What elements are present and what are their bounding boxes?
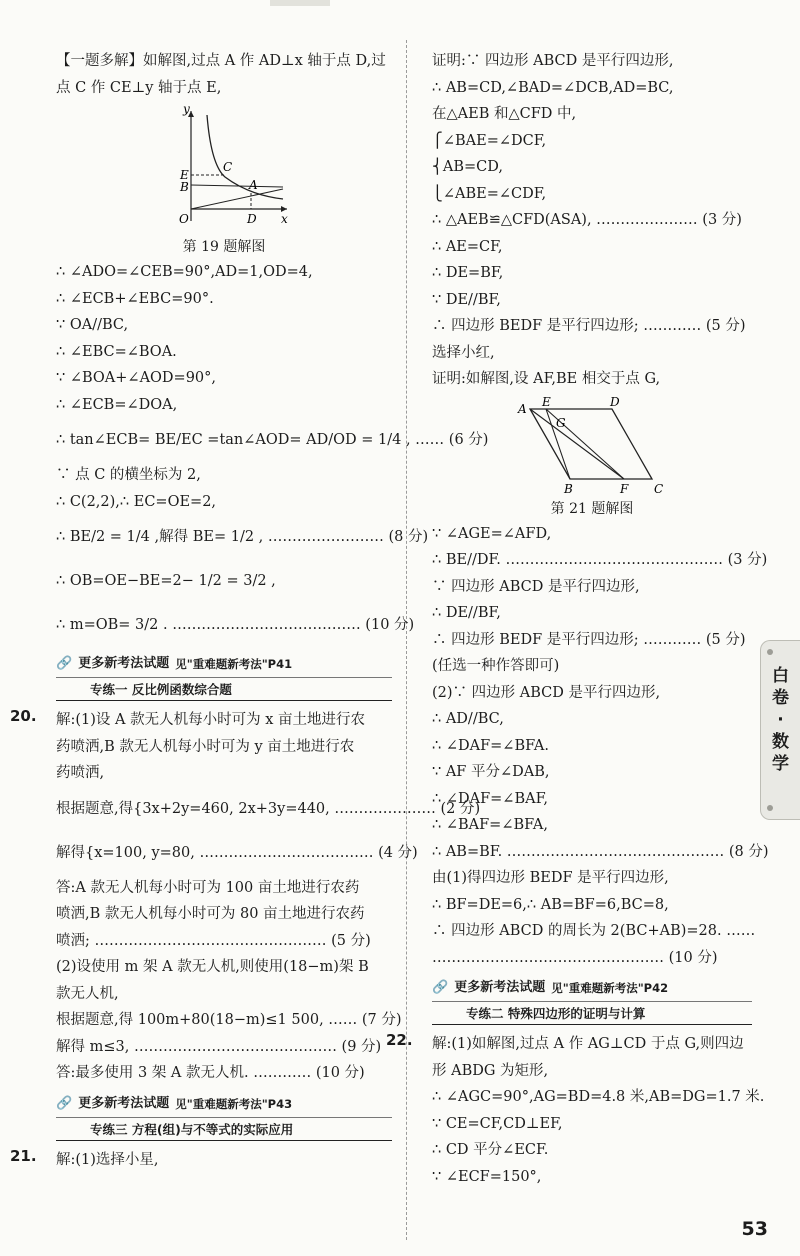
more-questions-banner (56, 653, 392, 675)
text-line: 证明:如解图,设 AF,BE 相交于点 G, (432, 371, 661, 387)
text-line: ⎨AB=CD, (432, 159, 503, 175)
more-questions-banner (56, 1093, 392, 1115)
text-line: 解:(1)设 A 款无人机每小时可为 x 亩土地进行农 (56, 712, 366, 728)
tab-dot-icon (767, 805, 773, 811)
text-line: ∵ ∠BOA+∠AOD=90°, (56, 370, 217, 386)
text-line: ∵ 四边形 ABCD 是平行四边形, (432, 578, 640, 595)
link-icon: 🔗 (56, 656, 73, 671)
link-icon: 🔗 (432, 980, 449, 995)
fig21-label-e: E (542, 396, 551, 409)
equation-line: 根据题意,得{3x+2y=460, 2x+3y=440, ………………… (2 分) (56, 800, 481, 817)
text-line: (2)设使用 m 架 A 款无人机,则使用(18−m)架 B (56, 959, 369, 975)
section-header: 专练三 方程(组)与不等式的实际应用 (56, 1117, 392, 1141)
text-line: ∴ 四边形 ABCD 的周长为 2(BC+AB)=28. …… (432, 923, 756, 939)
tab-dot-icon (767, 649, 773, 655)
text-line: 在△AEB 和△CFD 中, (432, 106, 577, 122)
fig21-label-f: F (620, 481, 629, 496)
banner-title: 更多新考法试题 (454, 980, 546, 995)
equation-line: ∴ m=OB= 3/2 . ………………………………… (10 分) (56, 617, 415, 633)
text-line: 证明:∵ 四边形 ABCD 是平行四边形, (432, 53, 674, 69)
text-line: ∴ ∠DAF=∠BFA. (432, 737, 549, 754)
text-line: ∵ DE//BF, (432, 291, 501, 308)
text-line: 形 ABDG 为矩形, (432, 1062, 549, 1079)
figure-caption: 第 19 题解图 (182, 239, 266, 255)
text-line: ∴ ∠ADO=∠CEB=90°,AD=1,OD=4, (56, 264, 313, 280)
text-line: ∵ 点 C 的横坐标为 2, (56, 467, 201, 483)
text-line: 药喷洒, (56, 765, 105, 781)
text-line: 喷洒,B 款无人机每小时可为 80 亩土地进行农药 (56, 906, 365, 922)
banner-title: 更多新考法试题 (78, 1095, 170, 1111)
text-line: ∴ BE//DF. ……………………………………… (3 分) (432, 552, 768, 568)
text-line: ∴ ∠DAF=∠BAF, (432, 790, 548, 807)
question-21 (10, 1146, 392, 1174)
text-line: ⎧∠BAE=∠DCF, (432, 132, 547, 149)
scan-mark (270, 0, 330, 6)
fig19-label-c: C (223, 160, 233, 174)
fig21-label-c: C (654, 481, 664, 496)
text-line: ∴ ∠BAF=∠BFA, (432, 817, 549, 833)
fig21-label-d: D (610, 396, 620, 409)
text-line: 答:最多使用 3 架 A 款无人机. ………… (10 分) (56, 1065, 365, 1081)
figure-caption: 第 21 题解图 (550, 500, 634, 517)
fig19-label-e: E (180, 168, 189, 182)
text-line: 解:(1)选择小星, (56, 1151, 159, 1168)
fig21-label-a: A (518, 401, 527, 416)
question-number: 22. (386, 1031, 413, 1049)
text-line: 选择小红, (432, 344, 495, 361)
column-divider (406, 40, 407, 1240)
more-questions-banner (432, 977, 752, 999)
text-line: ………………………………………… (10 分) (432, 949, 718, 966)
text-line: ∵ ∠AGE=∠AFD, (432, 525, 552, 542)
question-22 (386, 1031, 752, 1058)
text-line: 根据题意,得 100m+80(18−m)≤1 500, …… (7 分) (56, 1012, 402, 1028)
section-header: 专练二 特殊四边形的证明与计算 (432, 1001, 752, 1025)
text-line: ∴ AB=CD,∠BAD=∠DCB,AD=BC, (432, 79, 674, 96)
banner-title: 更多新考法试题 (78, 656, 170, 671)
fig21-label-g: G (556, 415, 566, 430)
equation-line: ∴ OB=OE−BE=2− 1/2 = 3/2 , (56, 573, 276, 589)
text-line: ∴ AD//BC, (432, 711, 504, 727)
figure-19 (159, 105, 289, 235)
text-line: ∴ △AEB≌△CFD(ASA), ………………… (3 分) (432, 212, 742, 228)
figure-21 (512, 397, 672, 497)
text-line: ∴ BF=DE=6,∴ AB=BF=6,BC=8, (432, 896, 669, 913)
text-line: 喷洒; ………………………………………… (5 分) (56, 932, 371, 949)
side-tab-label: 白卷·数学 (772, 666, 789, 774)
question-20 (10, 707, 392, 734)
equation-line: 解得{x=100, y=80, ……………………………… (4 分) (56, 844, 418, 861)
text-line: ∴ 四边形 BEDF 是平行四边形; ………… (5 分) (432, 631, 746, 648)
side-tab (760, 640, 800, 820)
text-line: ∴ ∠ECB+∠EBC=90°. (56, 290, 214, 307)
equation-line: ∴ tan∠ECB= BE/EC =tan∠AOD= AD/OD = 1/4 , …… (6 分) (56, 432, 489, 448)
fig19-label-y: y (183, 105, 190, 116)
fig19-label-b: B (180, 180, 189, 194)
right-column (386, 48, 769, 1190)
text-line: ∴ AB=BF. ……………………………………… (8 分) (432, 843, 769, 860)
text-line: 点 C 作 CE⊥y 轴于点 E, (56, 79, 222, 96)
fig21-label-b: B (564, 481, 573, 496)
text-line: ∴ AE=CF, (432, 238, 503, 255)
text-line: 由(1)得四边形 BEDF 是平行四边形, (432, 870, 669, 886)
text-line: 款无人机, (56, 985, 119, 1002)
text-line: ⎩∠ABE=∠CDF, (432, 185, 547, 202)
text-line: 药喷洒,B 款无人机每小时可为 y 亩土地进行农 (56, 738, 355, 755)
text-line: ∵ CE=CF,CD⊥EF, (432, 1115, 563, 1132)
text-line: ∴ C(2,2),∴ EC=OE=2, (56, 493, 217, 510)
text-line: ∵ OA//BC, (56, 317, 129, 333)
text-line: 答:A 款无人机每小时可为 100 亩土地进行农药 (56, 879, 360, 896)
link-icon: 🔗 (56, 1095, 73, 1111)
text-line: ∴ ∠AGC=90°,AG=BD=4.8 米,AB=DG=1.7 米. (432, 1089, 765, 1105)
text-line: 解:(1)如解图,过点 A 作 AG⊥CD 于点 G,则四边 (432, 1036, 744, 1052)
fig19-label-a: A (249, 178, 258, 192)
text-line: ∴ 四边形 BEDF 是平行四边形; ………… (5 分) (432, 318, 746, 334)
fig19-label-d: D (247, 212, 257, 226)
text-line: ∴ ∠EBC=∠BOA. (56, 343, 177, 360)
fig19-label-o: O (179, 212, 189, 226)
page-number: 53 (741, 1218, 768, 1240)
text-line: ∴ DE//BF, (432, 605, 501, 621)
text-line: ∴ CD 平分∠ECF. (432, 1142, 549, 1158)
question-number: 20. (10, 707, 37, 725)
text-line: ∵ ∠ECF=150°, (432, 1168, 542, 1185)
banner-ref: 见"重难题新考法"P42 (551, 981, 669, 995)
question-number: 21. (10, 1146, 37, 1165)
text-line: ∴ ∠ECB=∠DOA, (56, 396, 178, 413)
text-line: ∴ DE=BF, (432, 265, 504, 281)
section-header: 专练一 反比例函数综合题 (56, 677, 392, 701)
banner-ref: 见"重难题新考法"P41 (175, 657, 293, 671)
banner-ref: 见"重难题新考法"P43 (175, 1096, 293, 1111)
text-line: ∵ AF 平分∠DAB, (432, 764, 550, 780)
text-line: (2)∵ 四边形 ABCD 是平行四边形, (432, 684, 661, 701)
text-line: 【一题多解】如解图,过点 A 作 AD⊥x 轴于点 D,过 (56, 53, 386, 69)
fig19-label-x: x (281, 212, 288, 226)
text-line: (任选一种作答即可) (432, 658, 560, 674)
text-line: 解得 m≤3, …………………………………… (9 分) (56, 1038, 382, 1055)
equation-line: ∴ BE/2 = 1/4 ,解得 BE= 1/2 , …………………… (8 分) (56, 529, 429, 545)
